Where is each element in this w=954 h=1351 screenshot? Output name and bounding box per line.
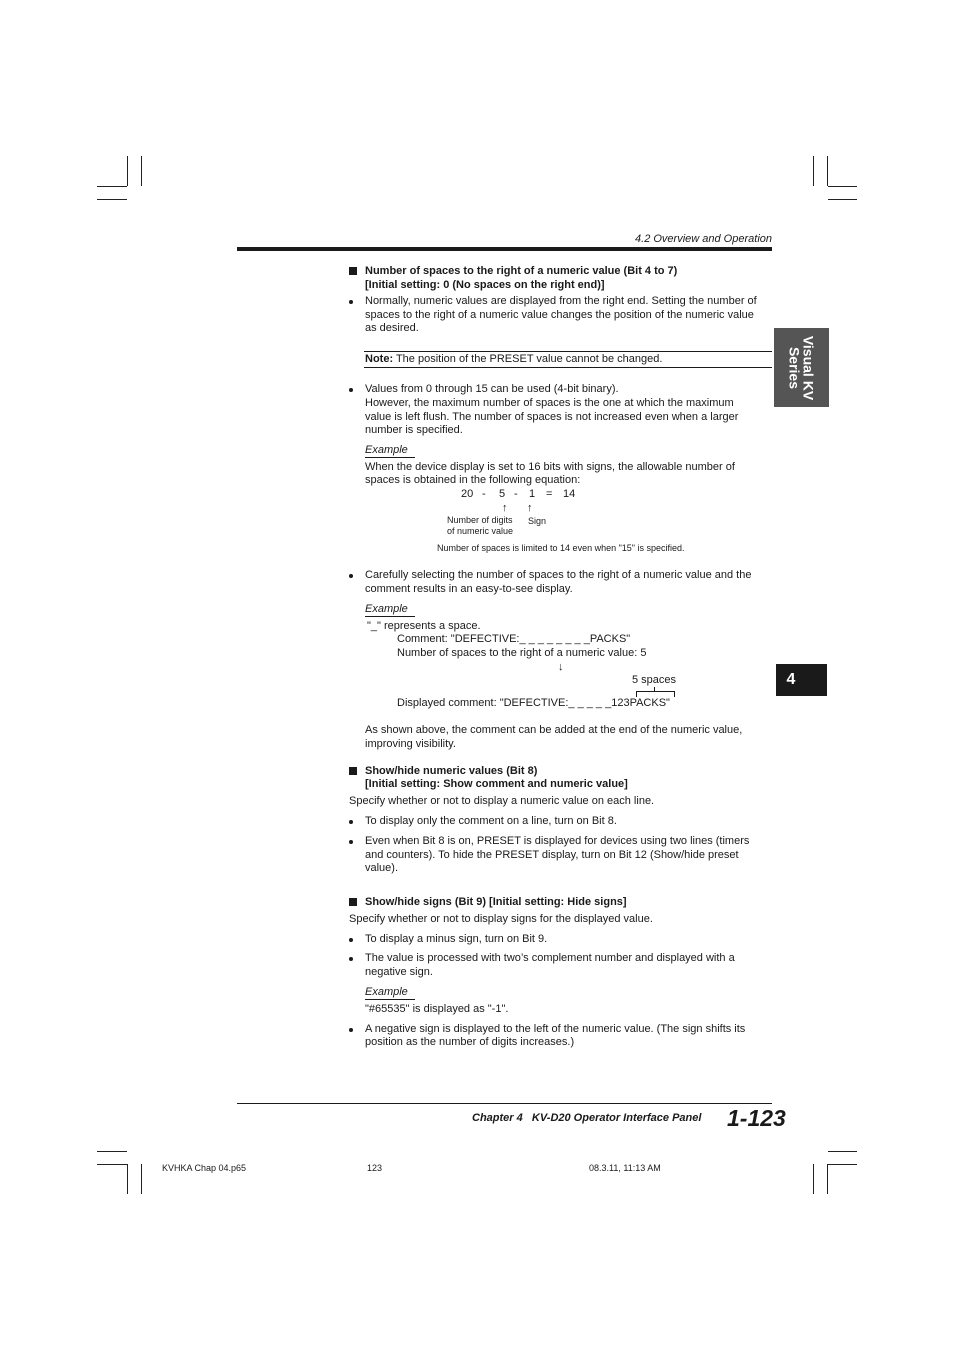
paragraph-line: spaces to the right of a numeric value changes the position of the numeric value [365, 309, 754, 321]
arrow-up-icon: ↑ [502, 502, 508, 514]
comment-line: Comment: "DEFECTIVE:_ _ _ _ _ _ _ _PACKS" [397, 633, 631, 645]
paragraph-line: negative sign. [365, 966, 433, 978]
header-rule [237, 247, 772, 251]
paragraph-line: However, the maximum number of spaces is the one at which the maximum [365, 397, 734, 409]
example-label: Example [365, 986, 415, 1000]
paragraph-line: and counters). To hide the PRESET display, turn on Bit 12 (Show/hide preset [365, 849, 739, 861]
arrow-up-icon: ↑ [527, 502, 533, 514]
section-marker [349, 898, 357, 906]
paragraph-line: Carefully selecting the number of spaces to the right of a numeric value and the [365, 569, 752, 581]
page-number: 1-123 [727, 1105, 786, 1131]
footer-rule [237, 1103, 772, 1104]
paragraph-line: When the device display is set to 16 bits with signs, the allowable number of [365, 461, 735, 473]
displayed-comment-line: Displayed comment: "DEFECTIVE:_ _ _ _ _123PACKS" [397, 697, 670, 709]
side-tab-label: Visual KV Series [786, 335, 817, 401]
paragraph-line: "#65535" is displayed as "-1". [365, 1003, 509, 1015]
bullet [349, 820, 353, 824]
equation-result: 14 [563, 488, 576, 500]
paragraph-line: A negative sign is displayed to the left of the numeric value. (The sign shifts its [365, 1023, 746, 1035]
spaces-count-line: Number of spaces to the right of a numeric value: 5 [397, 647, 647, 659]
label-digits: of numeric value [447, 526, 514, 536]
section-title: Show/hide numeric values (Bit 8) [365, 765, 538, 777]
section-title: Number of spaces to the right of a numeric value (Bit 4 to 7) [365, 265, 678, 277]
paragraph-line: as desired. [365, 322, 419, 334]
equation-term: 20 [461, 488, 474, 500]
paragraph-line: Values from 0 through 15 can be used (4-bit binary). [365, 383, 619, 395]
equation-term: 5 [499, 488, 506, 500]
equation-operator: - [482, 488, 486, 500]
chapter-number: 4 [786, 671, 796, 688]
paragraph-line: "_" represents a space. [367, 620, 481, 632]
paragraph-line: position as the number of digits increases.) [365, 1036, 575, 1048]
paragraph-line: Even when Bit 8 is on, PRESET is displayed for devices using two lines (timers [365, 835, 750, 847]
side-tab-series [774, 328, 829, 407]
file-name: KVHKA Chap 04.p65 [162, 1163, 247, 1173]
equation-note: Number of spaces is limited to 14 even when "15" is specified. [437, 543, 685, 553]
equation-operator: = [546, 488, 553, 500]
bullet [349, 1028, 353, 1032]
chapter-tab [776, 664, 827, 696]
bullet [349, 938, 353, 942]
example-label: Example [365, 444, 415, 458]
section-intro: Specify whether or not to display a numeric value on each line. [349, 795, 655, 807]
print-page-number: 123 [367, 1163, 383, 1173]
paragraph-line: To display a minus sign, turn on Bit 9. [365, 933, 548, 945]
paragraph-line: As shown above, the comment can be added at the end of the numeric value, [365, 724, 743, 736]
arrow-down-icon: ↓ [558, 661, 564, 673]
section-subtitle: [Initial setting: 0 (No spaces on the right end)] [365, 279, 605, 291]
note-box [364, 351, 772, 368]
label-sign: Sign [528, 516, 547, 526]
spaces-label: 5 spaces [632, 674, 677, 686]
print-timestamp: 08.3.11, 11:13 AM [589, 1163, 661, 1173]
paragraph-line: spaces is obtained in the following equation: [365, 474, 581, 486]
paragraph-line: comment results in an easy-to-see display. [365, 583, 573, 595]
paragraph-line: The value is processed with two’s complement number and displayed with a [365, 952, 735, 964]
paragraph-line: value is left flush. The number of spaces is not increased even when a larger [365, 411, 739, 423]
equation-term: 1 [529, 488, 536, 500]
equation-operator: - [514, 488, 518, 500]
bullet [349, 300, 353, 304]
section-intro: Specify whether or not to display signs for the displayed value. [349, 913, 653, 925]
paragraph-line: value). [365, 862, 399, 874]
bullet [349, 574, 353, 578]
bullet [349, 388, 353, 392]
label-digits: Number of digits [447, 515, 513, 525]
paragraph-line: improving visibility. [365, 738, 456, 750]
paragraph-line: Normally, numeric values are displayed from the right end. Setting the number of [365, 295, 757, 307]
paragraph-line: number is specified. [365, 424, 463, 436]
paragraph-line: To display only the comment on a line, turn on Bit 8. [365, 815, 617, 827]
section-marker [349, 767, 357, 775]
note-text: The position of the PRESET value cannot be changed. [393, 353, 663, 365]
bullet [349, 957, 353, 961]
section-header: 4.2 Overview and Operation [635, 233, 772, 245]
bullet [349, 840, 353, 844]
note-label: Note: [365, 353, 394, 365]
section-title: Show/hide signs (Bit 9) [Initial setting: Hide signs] [365, 896, 627, 908]
example-label: Example [365, 603, 415, 617]
footer-chapter: Chapter 4 KV-D20 Operator Interface Panel [472, 1112, 702, 1124]
section-subtitle: [Initial setting: Show comment and numeric value] [365, 778, 628, 790]
section-marker [349, 267, 357, 275]
